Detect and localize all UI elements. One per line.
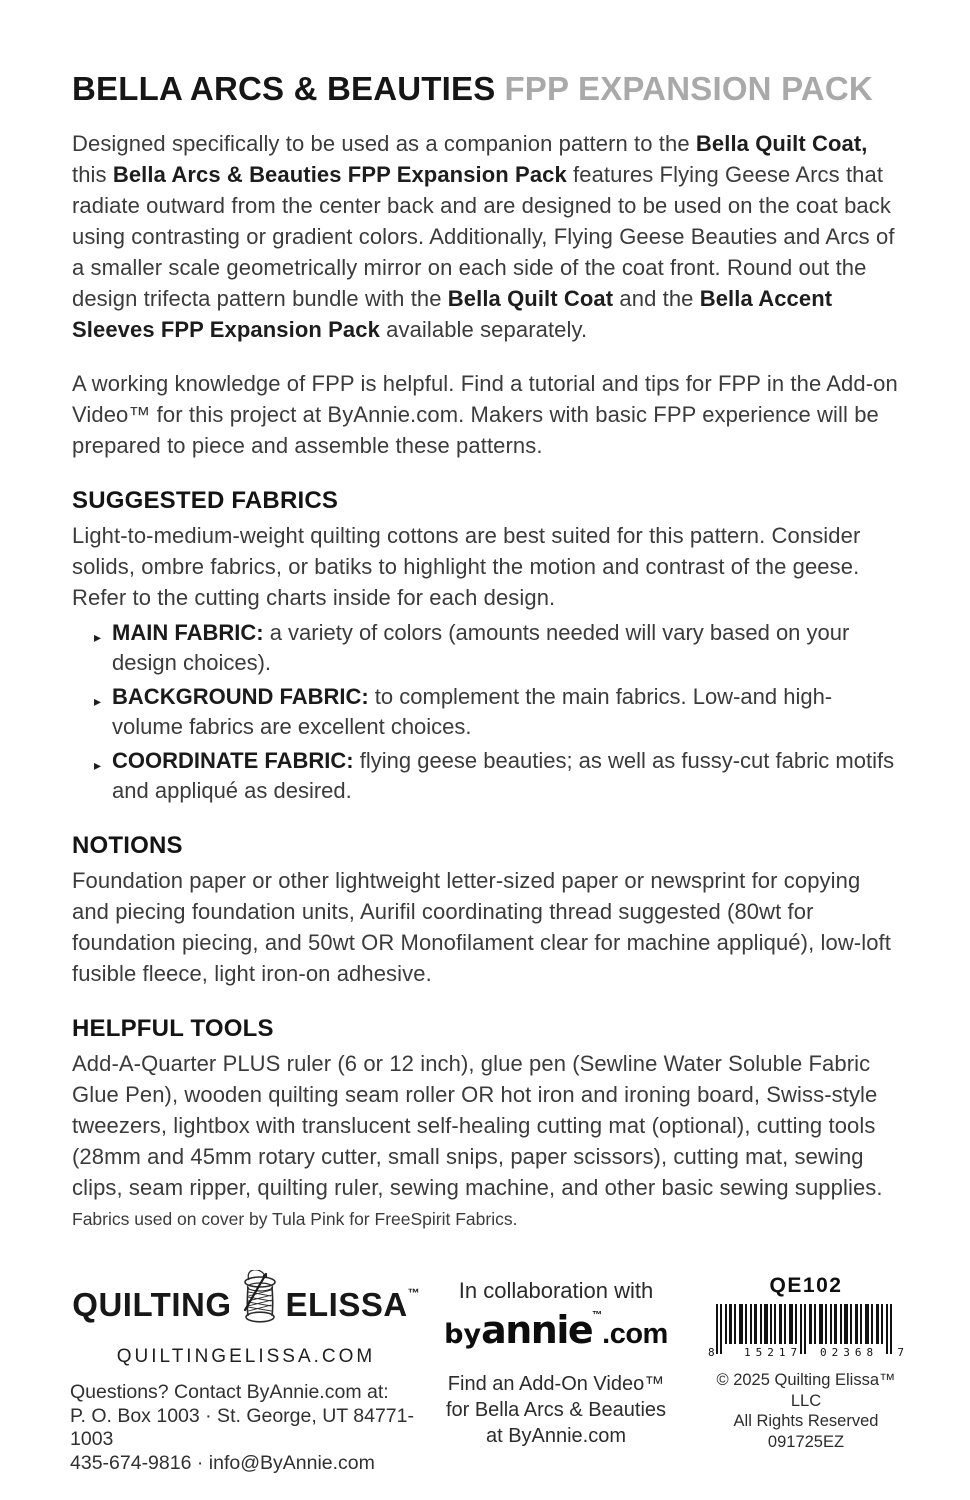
section-heading-notions: NOTIONS (72, 832, 183, 859)
contact-line: P. O. Box 1003 · St. George, UT 84771-1003 (70, 1404, 414, 1450)
contact-block (70, 1381, 422, 1475)
title-main: BELLA ARCS & BEAUTIES (72, 70, 496, 107)
fpp-knowledge-paragraph: A working knowledge of FPP is helpful. Find a tutorial and tips for FPP in the Add-on Video™ for this project at ByAnnie.com. Makers with basic FPP experience will be prepared to piece and assemble these patterns. (72, 371, 898, 458)
copyright-block (700, 1370, 912, 1452)
text-segment-bold: Bella Accent Sleeves FPP Expansion Pack (72, 286, 833, 342)
collaboration-column (428, 1278, 684, 1449)
section-heading-suggested-fabrics: SUGGESTED FABRICS (72, 487, 339, 514)
barcode-digit: 7 (897, 1346, 904, 1359)
bullet-text (112, 746, 902, 806)
brand-column (70, 1272, 422, 1475)
text-segment: to complement the main fabrics. Low-and high-volume fabrics are excellent choices. (112, 684, 833, 739)
thread-spool-icon (233, 1270, 285, 1335)
list-item (94, 746, 902, 806)
contact-line: 435-674-9816 · info@ByAnnie.com (70, 1451, 375, 1474)
collaboration-heading: In collaboration with (458, 1278, 654, 1303)
section-heading-helpful-tools: HELPFUL TOOLS (72, 1015, 274, 1042)
copyright-line: All Rights Reserved (733, 1412, 879, 1430)
bullet-label: COORDINATE FABRIC: (112, 748, 354, 773)
text-segment: features Flying Geese Arcs that radiate outward from the center back and are designed to be used on the coat back using contrasting or gradient colors. Additionally, Flying Geese Beauties and Arcs of a smaller scale geometrically mirror on each side of the coat front. Round out the design trifecta pattern bundle with the (72, 162, 895, 311)
trademark-symbol: ™ (407, 1285, 420, 1300)
barcode-digit: 8 (708, 1346, 715, 1359)
upc-barcode (708, 1304, 904, 1358)
bullet-triangle-icon: ▸ (94, 630, 102, 646)
footer (0, 1272, 970, 1472)
text-segment: a variety of colors (amounts needed will vary based on your design choices). (112, 620, 850, 675)
text-segment: and the (613, 286, 700, 311)
bullet-label: MAIN FABRIC: (112, 620, 264, 645)
text-segment-bold: Bella Quilt Coat, (695, 131, 868, 156)
addon-video-line: at ByAnnie.com (485, 1425, 627, 1447)
page-title (72, 70, 902, 108)
byannie-logo-com: .com (602, 1318, 668, 1350)
copyright-line: 091725EZ (767, 1432, 845, 1451)
byannie-logo-by: by (444, 1319, 482, 1350)
text-segment: this (72, 162, 113, 187)
logo-word-quilting: QUILTING (72, 1285, 232, 1323)
bullet-text (112, 682, 902, 742)
addon-video-line: Find an Add-On Video™ (447, 1373, 665, 1395)
fabric-bullet-list (94, 618, 902, 806)
title-subtitle: FPP EXPANSION PACK (504, 70, 873, 107)
bullet-triangle-icon: ▸ (94, 694, 102, 710)
suggested-fabrics-intro: Light-to-medium-weight quilting cottons are best suited for this pattern. Consider solids, ombre fabrics, or batiks to highlight the motion and contrast of the geese. Refer to the cutting charts inside for each design. (72, 523, 861, 610)
logo-word-elissa: ELISSA (285, 1285, 408, 1323)
addon-video-line: for Bella Arcs & Beauties (445, 1399, 667, 1421)
byannie-logo (428, 1308, 684, 1361)
brand-website: QUILTINGELISSA.COM (116, 1346, 376, 1367)
product-column (700, 1274, 912, 1452)
barcode-digit: 15217 (744, 1346, 803, 1359)
text-segment: Designed specifically to be used as a companion pattern to the (72, 131, 696, 156)
bullet-text (112, 618, 902, 678)
quilting-elissa-logo (70, 1272, 422, 1337)
text-segment-bold: Bella Quilt Coat (447, 286, 614, 311)
trademark-symbol: ™ (592, 1310, 603, 1321)
text-segment: flying geese beauties; as well as fussy-cut fabric motifs and appliqué as desired. (112, 748, 895, 803)
contact-line: Questions? Contact ByAnnie.com at: (70, 1381, 389, 1403)
text-segment: available separately. (379, 317, 588, 342)
cover-fabrics-note: Fabrics used on cover by Tula Pink for FreeSpirit Fabrics. (72, 1209, 518, 1229)
barcode-digit: 02368 (820, 1346, 879, 1359)
list-item (94, 618, 902, 678)
notions-paragraph: Foundation paper or other lightweight letter-sized paper or newsprint for copying and piecing foundation units, Aurifil coordinating thread suggested (80wt for foundation piecing, and 50wt OR Monofilament clear for machine appliqué), low-loft fusible fleece, light iron-on adhesive. (72, 868, 891, 986)
bullet-label: BACKGROUND FABRIC: (112, 684, 369, 709)
text-segment-bold: Bella Arcs & Beauties FPP Expansion Pack (112, 162, 567, 187)
helpful-tools-paragraph: Add-A-Quarter PLUS ruler (6 or 12 inch), glue pen (Sewline Water Soluble Fabric Glue Pen), wooden quilting seam roller OR hot iron and ironing board, Swiss-style tweezers, lightbox with translucent self-healing cutting mat (optional), cutting tools (28mm and 45mm rotary cutter, small snips, paper scissors), cutting mat, sewing clips, seam ripper, quilting ruler, sewing machine, and other basic sewing supplies. (72, 1051, 883, 1200)
bullet-triangle-icon: ▸ (94, 758, 102, 774)
product-code: QE102 (769, 1274, 843, 1297)
intro-paragraph (72, 128, 902, 345)
byannie-logo-annie: annie (481, 1308, 593, 1352)
list-item (94, 682, 902, 742)
addon-video-note (428, 1371, 684, 1449)
copyright-line: © 2025 Quilting Elissa™ LLC (716, 1371, 896, 1410)
